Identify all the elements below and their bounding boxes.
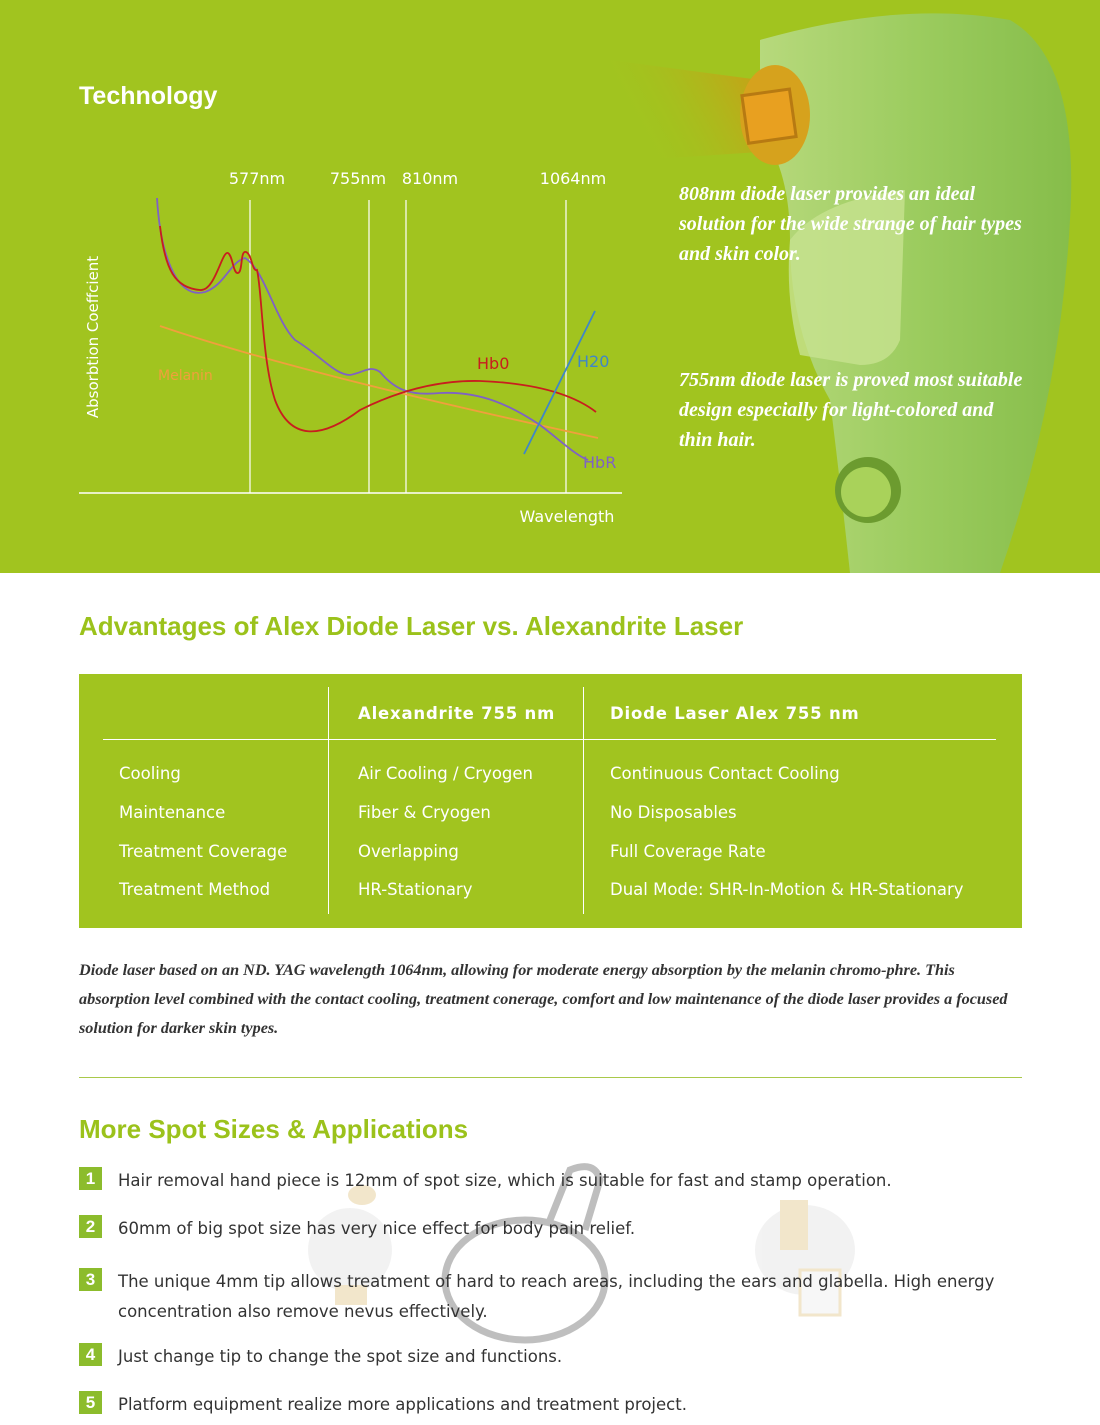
table-cell: Air Cooling / Cryogen: [358, 764, 534, 783]
x-axis-label: Wavelength: [519, 507, 615, 526]
list-text: Hair removal hand piece is 12mm of spot size, which is suitable for fast and stamp operation.: [118, 1171, 892, 1190]
header-diode: Diode Laser Alex 755 nm: [610, 704, 860, 723]
hb0-series-label: Hb0: [477, 354, 510, 373]
spot-sizes-title: More Spot Sizes & Applications: [79, 1114, 469, 1144]
list-text: The unique 4mm tip allows treatment of hard to reach areas, including the ears and glabella. High energy concentration also remove nevus effectively.: [118, 1272, 995, 1321]
technology-title: Technology: [79, 82, 218, 110]
y-axis-label: Absorbtion Coeffcient: [84, 255, 102, 419]
list-number: 1: [79, 1167, 102, 1190]
wavelength-marker-label: 755nm: [329, 169, 387, 188]
list-text: Just change tip to change the spot size and functions.: [118, 1347, 563, 1366]
table-cell: Dual Mode: SHR-In-Motion & HR-Stationary: [610, 880, 964, 899]
wavelength-marker-label: 810nm: [401, 169, 459, 188]
table-cell: Full Coverage Rate: [610, 842, 766, 861]
list-number: 4: [79, 1343, 102, 1366]
technology-section: [0, 0, 1100, 573]
hb0-series-line: [160, 226, 596, 431]
row-label: Treatment Coverage: [119, 842, 288, 861]
callout-755nm: 755nm diode laser is proved most suitable design especially for light-colored and thin hair.: [679, 369, 1023, 451]
melanin-series-line: [160, 326, 598, 438]
table-cell: Overlapping: [358, 842, 459, 861]
advantages-title: Advantages of Alex Diode Laser vs. Alexandrite Laser: [79, 611, 744, 641]
list-number: 2: [79, 1215, 102, 1238]
h20-series-label: H20: [577, 352, 610, 371]
table-divider: [583, 687, 584, 914]
row-label: Maintenance: [119, 803, 226, 822]
row-label: Cooling: [119, 764, 181, 783]
table-cell: HR-Stationary: [358, 880, 473, 899]
table-cell: No Disposables: [610, 803, 737, 822]
hbr-series-label: HbR: [583, 453, 617, 472]
list-number: 5: [79, 1391, 102, 1414]
melanin-series-label: Melanin: [158, 368, 213, 384]
callout-808nm: 808nm diode laser provides an ideal solution for the wide strange of hair types and skin color.: [679, 183, 1022, 265]
section-divider: [79, 1077, 1022, 1078]
row-label: Treatment Method: [119, 880, 271, 899]
wavelength-marker-label: 577nm: [228, 169, 286, 188]
header-alexandrite: Alexandrite 755 nm: [358, 704, 556, 723]
wavelength-marker-label: 1064nm: [539, 169, 607, 188]
absorption-chart: [0, 0, 680, 573]
list-number: 3: [79, 1268, 102, 1291]
table-header-rule: [103, 739, 996, 740]
list-text: 60mm of big spot size has very nice effect for body pain relief.: [118, 1219, 636, 1238]
advantages-note: Diode laser based on an ND. YAG wavelength 1064nm, allowing for moderate energy absorption by the melanin chromo-phre. This absorption level combined with the contact cooling, treatment conerage, comfort and low maintenance of the diode laser provides a focused solution for darker skin types.: [79, 961, 1008, 1037]
table-cell: Fiber & Cryogen: [358, 803, 491, 822]
table-divider: [328, 687, 329, 914]
list-text: Platform equipment realize more applications and treatment project.: [118, 1395, 687, 1414]
h20-series-line: [524, 311, 595, 454]
table-cell: Continuous Contact Cooling: [610, 764, 840, 783]
